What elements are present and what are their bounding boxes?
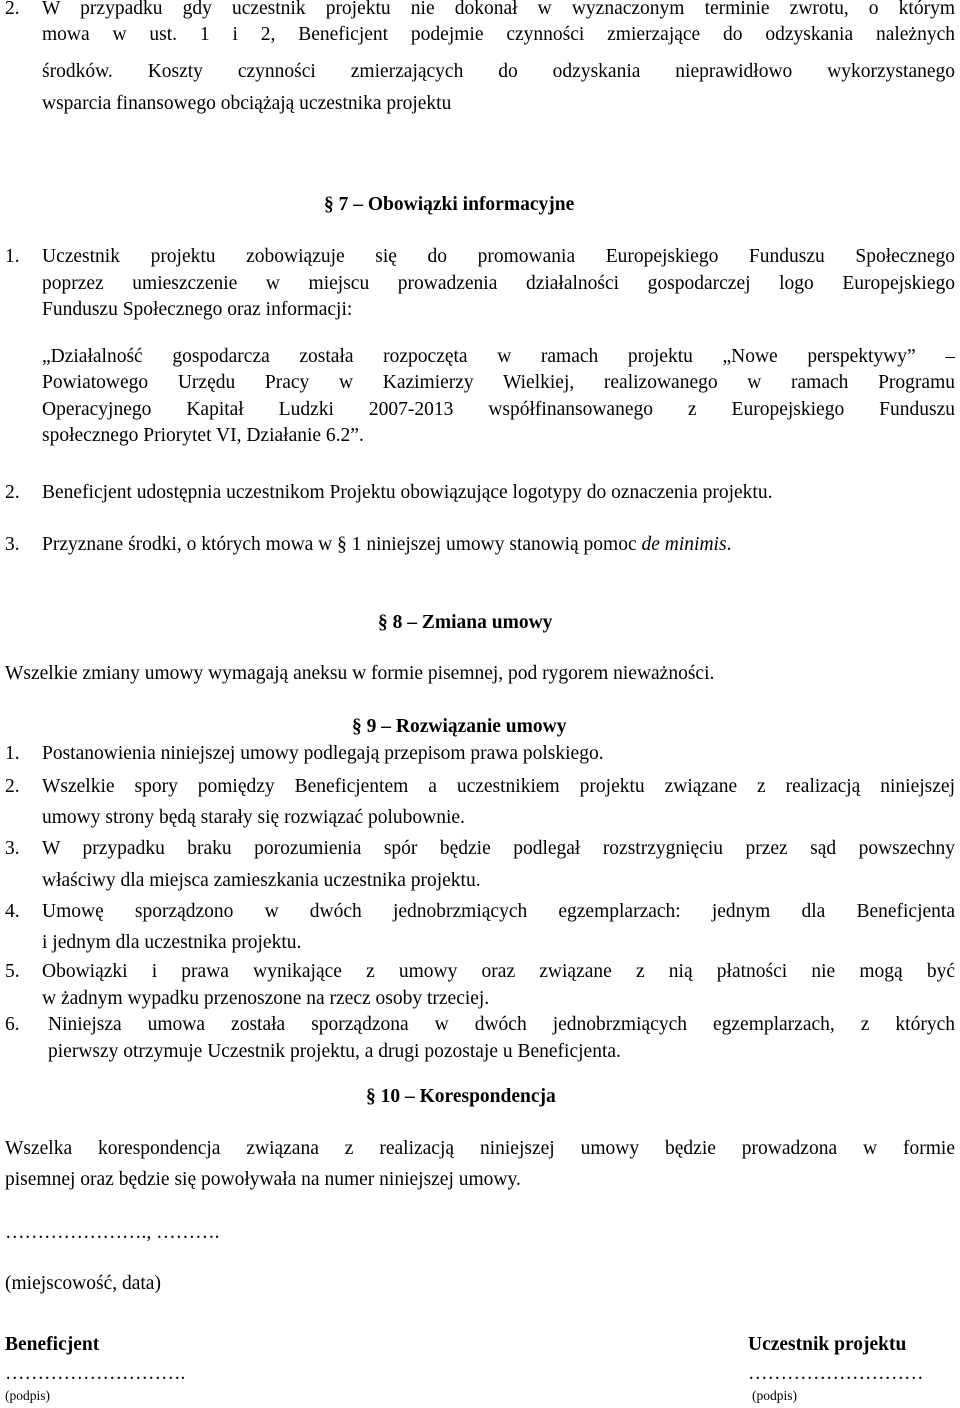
- text-run: .: [726, 534, 732, 555]
- list-number: 3.: [5, 534, 20, 555]
- place-date-dots: …………………., ……….: [5, 1222, 220, 1243]
- beneficiary-label: Beneficjent: [5, 1334, 100, 1355]
- paragraph-line: Niniejsza umowa została sporządzona w dwóch jednobrzmiących egzemplarzach, z których: [48, 1014, 955, 1035]
- list-number: 6.: [5, 1014, 20, 1035]
- section-heading: § 7 – Obowiązki informacyjne: [324, 194, 575, 215]
- paragraph-line: [42, 532, 731, 558]
- signature-note: (podpis): [5, 1388, 50, 1403]
- paragraph-line: Umowę sporządzono w dwóch jednobrzmiących egzemplarzach: jednym dla Beneficjenta: [42, 901, 955, 922]
- list-number: 2.: [5, 482, 20, 503]
- paragraph-line: Wszelka korespondencja związana z realizacją niniejszej umowy będzie prowadzona w formie: [5, 1138, 955, 1159]
- quote-line: społecznego Priorytet VI, Działanie 6.2”.: [42, 425, 364, 446]
- paragraph-line: pierwszy otrzymuje Uczestnik projektu, a drugi pozostaje u Beneficjenta.: [48, 1041, 621, 1062]
- list-number: 3.: [5, 838, 20, 859]
- paragraph-line: wsparcia finansowego obciążają uczestnika projektu: [42, 93, 452, 114]
- participant-signature-line: ………………………: [748, 1363, 924, 1384]
- paragraph-line: Uczestnik projektu zobowiązuje się do promowania Europejskiego Funduszu Społecznego: [42, 246, 955, 267]
- list-number: 2.: [5, 776, 20, 797]
- paragraph-line: Beneficjent udostępnia uczestnikom Projektu obowiązujące logotypy do oznaczenia projektu.: [42, 482, 773, 503]
- quote-line: Powiatowego Urzędu Pracy w Kazimierzy Wielkiej, realizowanego w ramach Programu: [42, 372, 955, 393]
- paragraph-line: i jednym dla uczestnika projektu.: [42, 932, 302, 953]
- paragraph-line: Funduszu Społecznego oraz informacji:: [42, 299, 353, 320]
- paragraph-line: Obowiązki i prawa wynikające z umowy oraz związane z nią płatności nie mogą być: [42, 961, 955, 982]
- paragraph-line: W przypadku braku porozumienia spór będzie podlegał rozstrzygnięciu przez sąd powszechny: [42, 838, 955, 859]
- paragraph-line: mowa w ust. 1 i 2, Beneficjent podejmie czynności zmierzające do odzyskania należnych: [42, 24, 955, 45]
- quote-line: „Działalność gospodarcza została rozpoczęta w ramach projektu „Nowe perspektywy” –: [42, 346, 955, 367]
- list-number: 4.: [5, 901, 20, 922]
- list-number: 2.: [5, 0, 20, 19]
- paragraph-line: pisemnej oraz będzie się powoływała na numer niniejszej umowy.: [5, 1169, 521, 1190]
- participant-label: Uczestnik projektu: [748, 1334, 907, 1355]
- italic-run: de minimis: [641, 534, 727, 555]
- paragraph-line: Wszelkie spory pomiędzy Beneficjentem a uczestnikiem projektu związane z realizacją niniejszej: [42, 776, 955, 797]
- place-date-label: (miejscowość, data): [5, 1273, 161, 1294]
- paragraph-line: umowy strony będą starały się rozwiązać polubownie.: [42, 807, 465, 828]
- text-run: Przyznane środki, o których mowa w § 1 niniejszej umowy stanowią pomoc: [42, 534, 642, 555]
- paragraph-line: W przypadku gdy uczestnik projektu nie dokonał w wyznaczonym terminie zwrotu, o którym: [42, 0, 955, 19]
- paragraph-line: Postanowienia niniejszej umowy podlegają przepisom prawa polskiego.: [42, 743, 604, 764]
- list-number: 1.: [5, 743, 20, 764]
- paragraph-line: właściwy dla miejsca zamieszkania uczestnika projektu.: [42, 870, 481, 891]
- list-number: 5.: [5, 961, 20, 982]
- paragraph-line: Wszelkie zmiany umowy wymagają aneksu w formie pisemnej, pod rygorem nieważności.: [5, 663, 715, 684]
- signature-note: (podpis): [752, 1388, 797, 1403]
- quote-line: Operacyjnego Kapitał Ludzki 2007-2013 współfinansowanego z Europejskiego Funduszu: [42, 399, 955, 420]
- paragraph-line: środków. Koszty czynności zmierzających do odzyskania nieprawidłowo wykorzystanego: [42, 61, 955, 82]
- list-number: 1.: [5, 246, 20, 267]
- section-heading: § 8 – Zmiana umowy: [378, 612, 553, 633]
- section-heading: § 10 – Korespondencja: [366, 1086, 556, 1107]
- section-heading: § 9 – Rozwiązanie umowy: [352, 716, 567, 737]
- beneficiary-signature-line: ……………………….: [5, 1363, 186, 1384]
- paragraph-line: poprzez umieszczenie w miejscu prowadzenia działalności gospodarczej logo Europejskiego: [42, 273, 955, 294]
- paragraph-line: w żadnym wypadku przenoszone na rzecz osoby trzeciej.: [42, 988, 490, 1009]
